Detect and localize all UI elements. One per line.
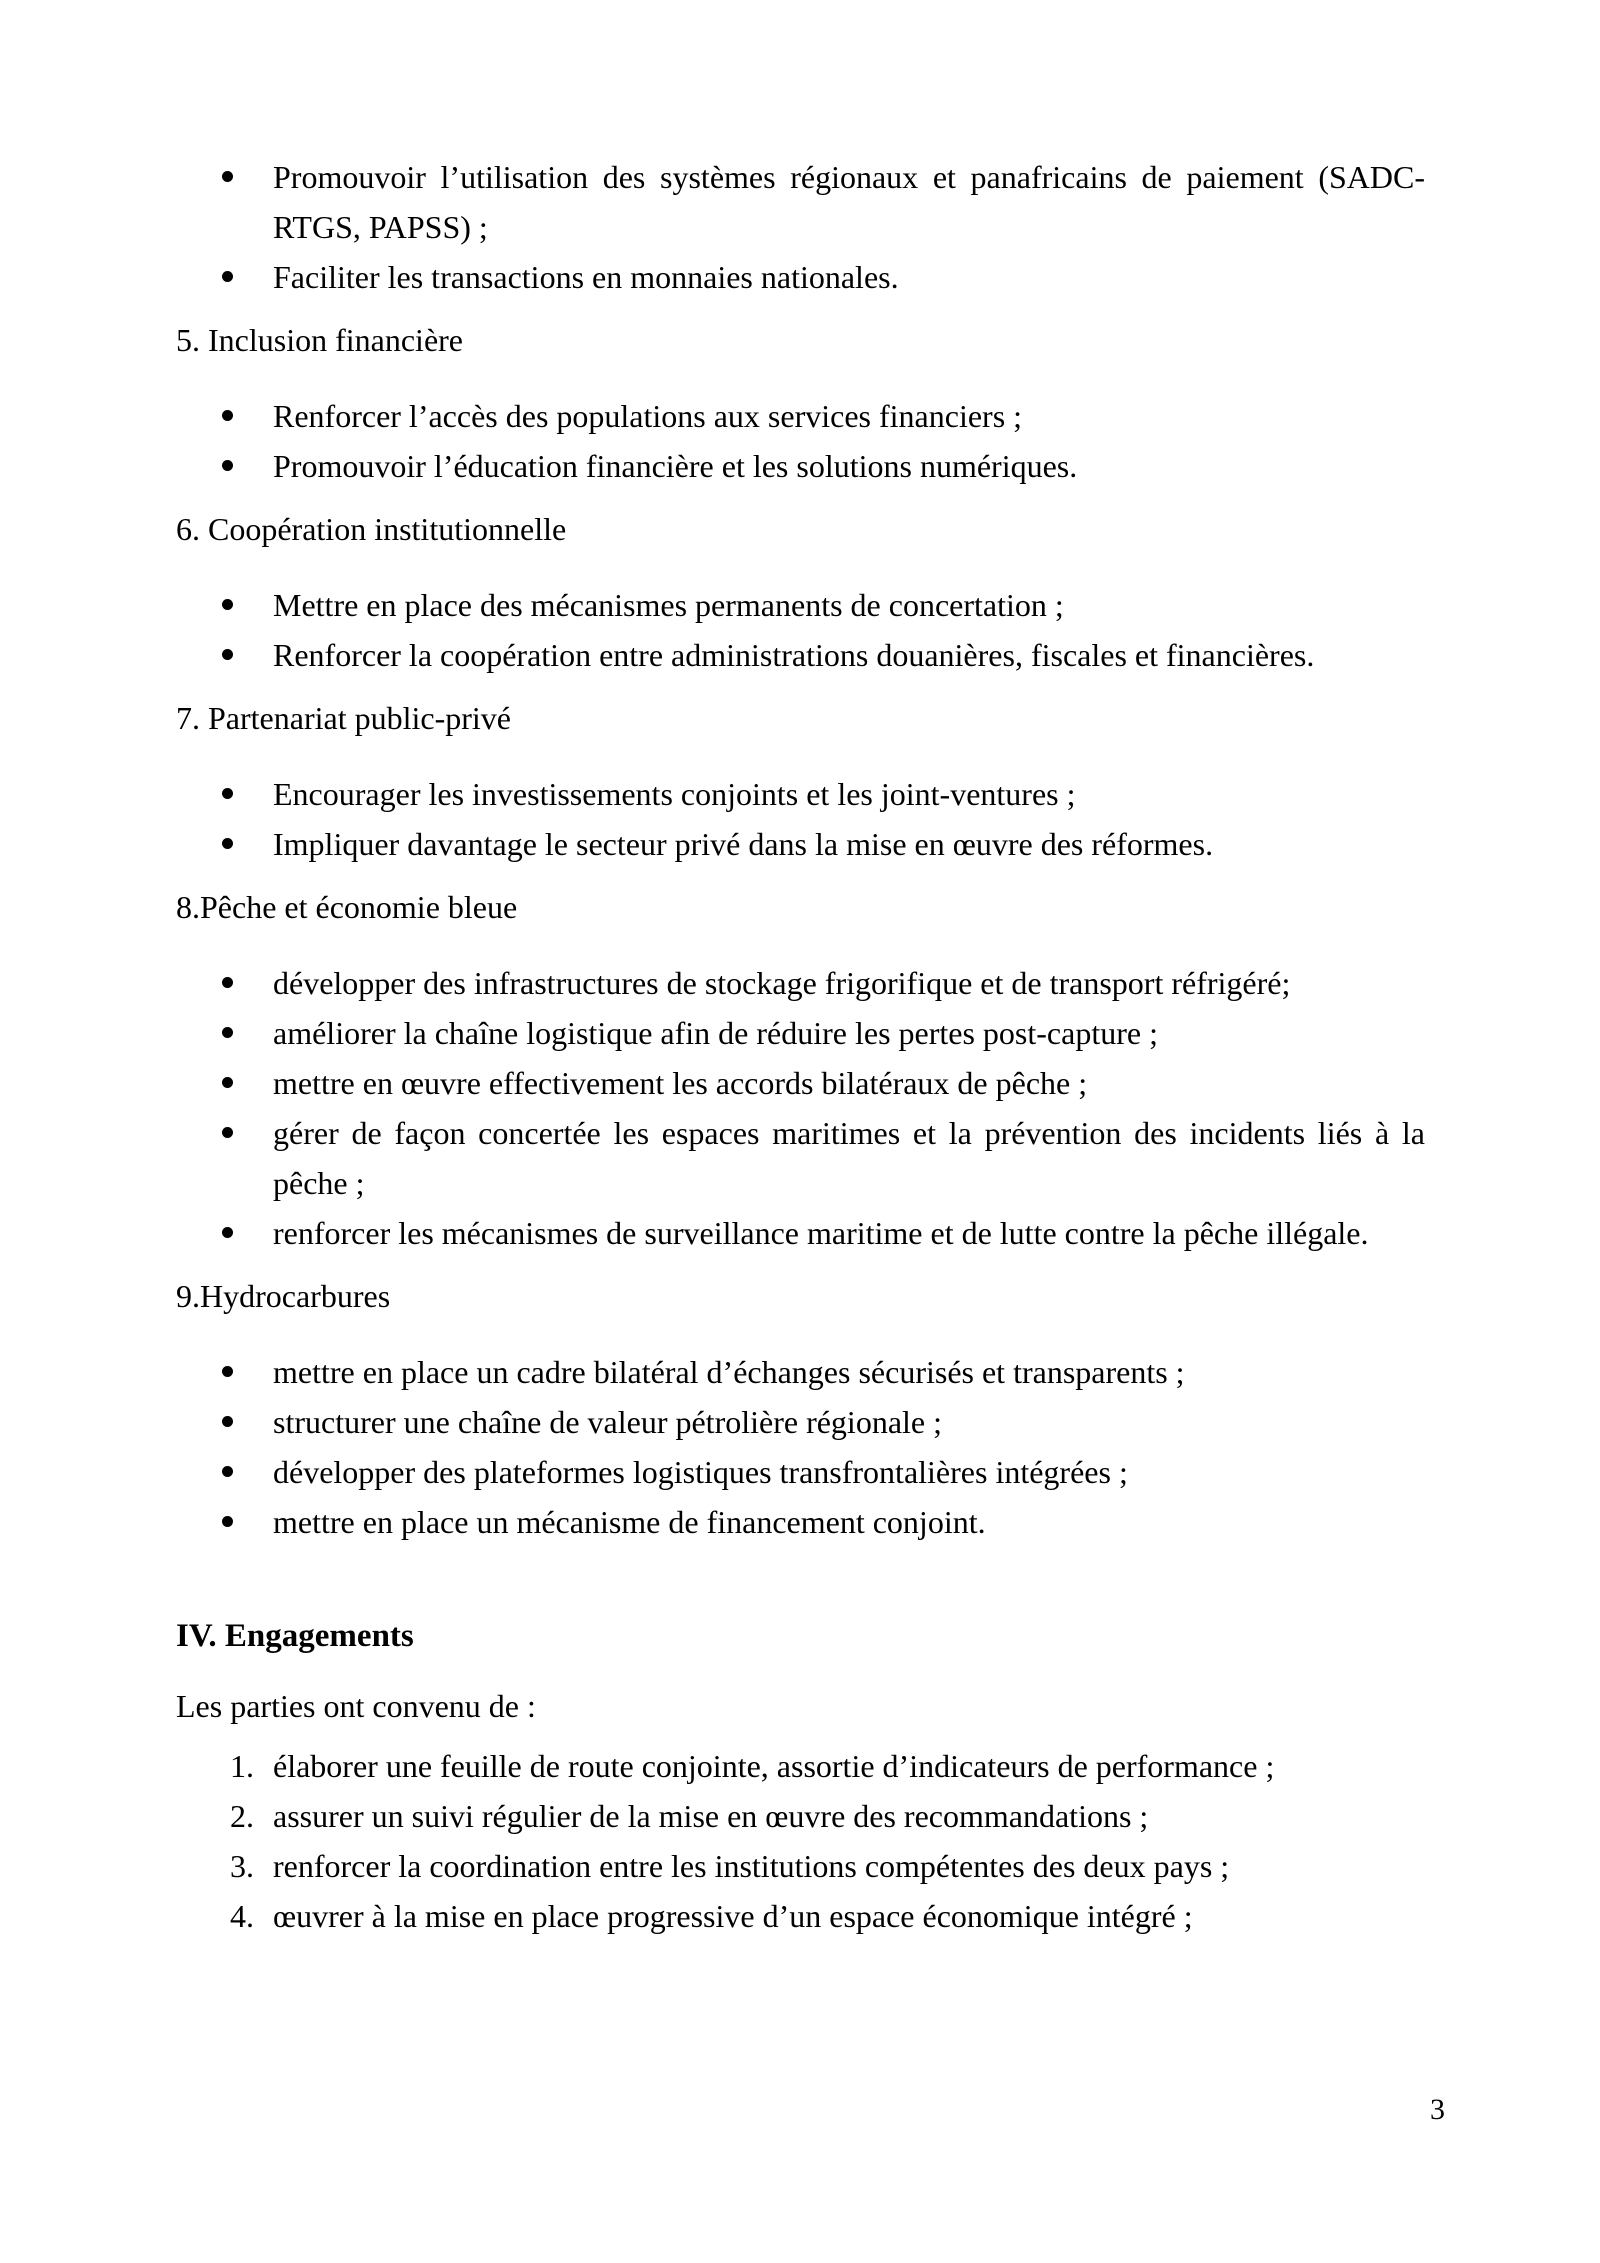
engagements-intro: Les parties ont convenu de : <box>176 1688 536 1724</box>
item-number: 2. <box>230 1798 254 1834</box>
section-heading-8: 8.Pêche et économie bleue <box>176 889 518 925</box>
bullet-text: développer des plateformes logistiques transfrontalières intégrées ; <box>273 1454 1128 1490</box>
item-text: renforcer la coordination entre les institutions compétentes des deux pays ; <box>273 1848 1230 1884</box>
bullet-icon <box>222 788 233 799</box>
bullet-item <box>176 252 1425 302</box>
numbered-item <box>176 1741 1425 1791</box>
engagements-numbered-list <box>176 1741 1425 1941</box>
bullet-item <box>176 1208 1425 1258</box>
item-number: 3. <box>230 1848 254 1884</box>
bullet-item <box>176 1447 1425 1497</box>
bullet-text: Renforcer l’accès des populations aux services financiers ; <box>273 398 1023 434</box>
bullet-icon <box>222 1416 233 1427</box>
section-heading-6: 6. Coopération institutionnelle <box>176 511 567 547</box>
bullet-text: renforcer les mécanismes de surveillance maritime et de lutte contre la pêche illégale. <box>273 1215 1369 1251</box>
bullet-item <box>176 769 1425 819</box>
bullet-text: Faciliter les transactions en monnaies nationales. <box>273 259 899 295</box>
bullet-text: gérer de façon concertée les espaces maritimes et la prévention des incidents liés à la pêche ; <box>273 1115 1425 1201</box>
bullet-icon <box>222 1027 233 1038</box>
section-heading-9: 9.Hydrocarbures <box>176 1278 391 1314</box>
bullet-icon <box>222 1077 233 1088</box>
bullet-icon <box>222 649 233 660</box>
section-heading-5: 5. Inclusion financière <box>176 322 463 358</box>
bullet-text: Mettre en place des mécanismes permanents de concertation ; <box>273 587 1064 623</box>
bullet-item <box>176 1008 1425 1058</box>
section-5-bullet-list <box>176 391 1425 491</box>
numbered-item <box>176 1791 1425 1841</box>
item-number: 1. <box>230 1748 254 1784</box>
bullet-icon <box>222 1466 233 1477</box>
bullet-item <box>176 1397 1425 1447</box>
page-number: 3 <box>1430 2093 1445 2126</box>
bullet-item <box>176 391 1425 441</box>
bullet-icon <box>222 460 233 471</box>
section-6-bullet-list <box>176 580 1425 680</box>
bullet-icon <box>222 1516 233 1527</box>
bullet-icon <box>222 271 233 282</box>
bullet-text: mettre en place un mécanisme de financement conjoint. <box>273 1504 986 1540</box>
bullet-item <box>176 580 1425 630</box>
bullet-text: structurer une chaîne de valeur pétrolière régionale ; <box>273 1404 942 1440</box>
leading-bullet-list <box>176 152 1425 302</box>
numbered-item <box>176 1841 1425 1891</box>
bullet-icon <box>222 977 233 988</box>
bullet-text: Impliquer davantage le secteur privé dans la mise en œuvre des réformes. <box>273 826 1214 862</box>
section-8-bullet-list <box>176 958 1425 1258</box>
bullet-icon <box>222 838 233 849</box>
bullet-item <box>176 1497 1425 1547</box>
item-text: œuvrer à la mise en place progressive d’un espace économique intégré ; <box>273 1898 1193 1934</box>
numbered-item <box>176 1891 1425 1941</box>
bullet-text: Renforcer la coopération entre administrations douanières, fiscales et financières. <box>273 637 1315 673</box>
bullet-text: Encourager les investissements conjoints et les joint-ventures ; <box>273 776 1076 812</box>
bullet-icon <box>222 1227 233 1238</box>
bullet-icon <box>222 171 233 182</box>
section-heading-7: 7. Partenariat public-privé <box>176 700 511 736</box>
bullet-item <box>176 441 1425 491</box>
item-text: élaborer une feuille de route conjointe, assortie d’indicateurs de performance ; <box>273 1748 1275 1784</box>
bullet-text: Promouvoir l’utilisation des systèmes régionaux et panafricains de paiement (SADC-RTGS, PAPSS) ; <box>273 159 1425 245</box>
bullet-icon <box>222 410 233 421</box>
bullet-text: mettre en œuvre effectivement les accords bilatéraux de pêche ; <box>273 1065 1088 1101</box>
bullet-text: mettre en place un cadre bilatéral d’échanges sécurisés et transparents ; <box>273 1354 1185 1390</box>
bullet-item <box>176 1108 1425 1208</box>
bullet-item <box>176 630 1425 680</box>
bullet-text: améliorer la chaîne logistique afin de réduire les pertes post-capture ; <box>273 1015 1158 1051</box>
bullet-item <box>176 152 1425 252</box>
section-9-bullet-list <box>176 1347 1425 1547</box>
bullet-icon <box>222 1366 233 1377</box>
bullet-item <box>176 819 1425 869</box>
bullet-item <box>176 958 1425 1008</box>
bullet-icon <box>222 599 233 610</box>
bullet-text: Promouvoir l’éducation financière et les solutions numériques. <box>273 448 1078 484</box>
item-text: assurer un suivi régulier de la mise en œuvre des recommandations ; <box>273 1798 1149 1834</box>
item-number: 4. <box>230 1898 254 1934</box>
part-heading-engagements: IV. Engagements <box>176 1618 414 1654</box>
section-7-bullet-list <box>176 769 1425 869</box>
bullet-text: développer des infrastructures de stockage frigorifique et de transport réfrigéré; <box>273 965 1291 1001</box>
bullet-icon <box>222 1127 233 1138</box>
bullet-item <box>176 1347 1425 1397</box>
bullet-item <box>176 1058 1425 1108</box>
